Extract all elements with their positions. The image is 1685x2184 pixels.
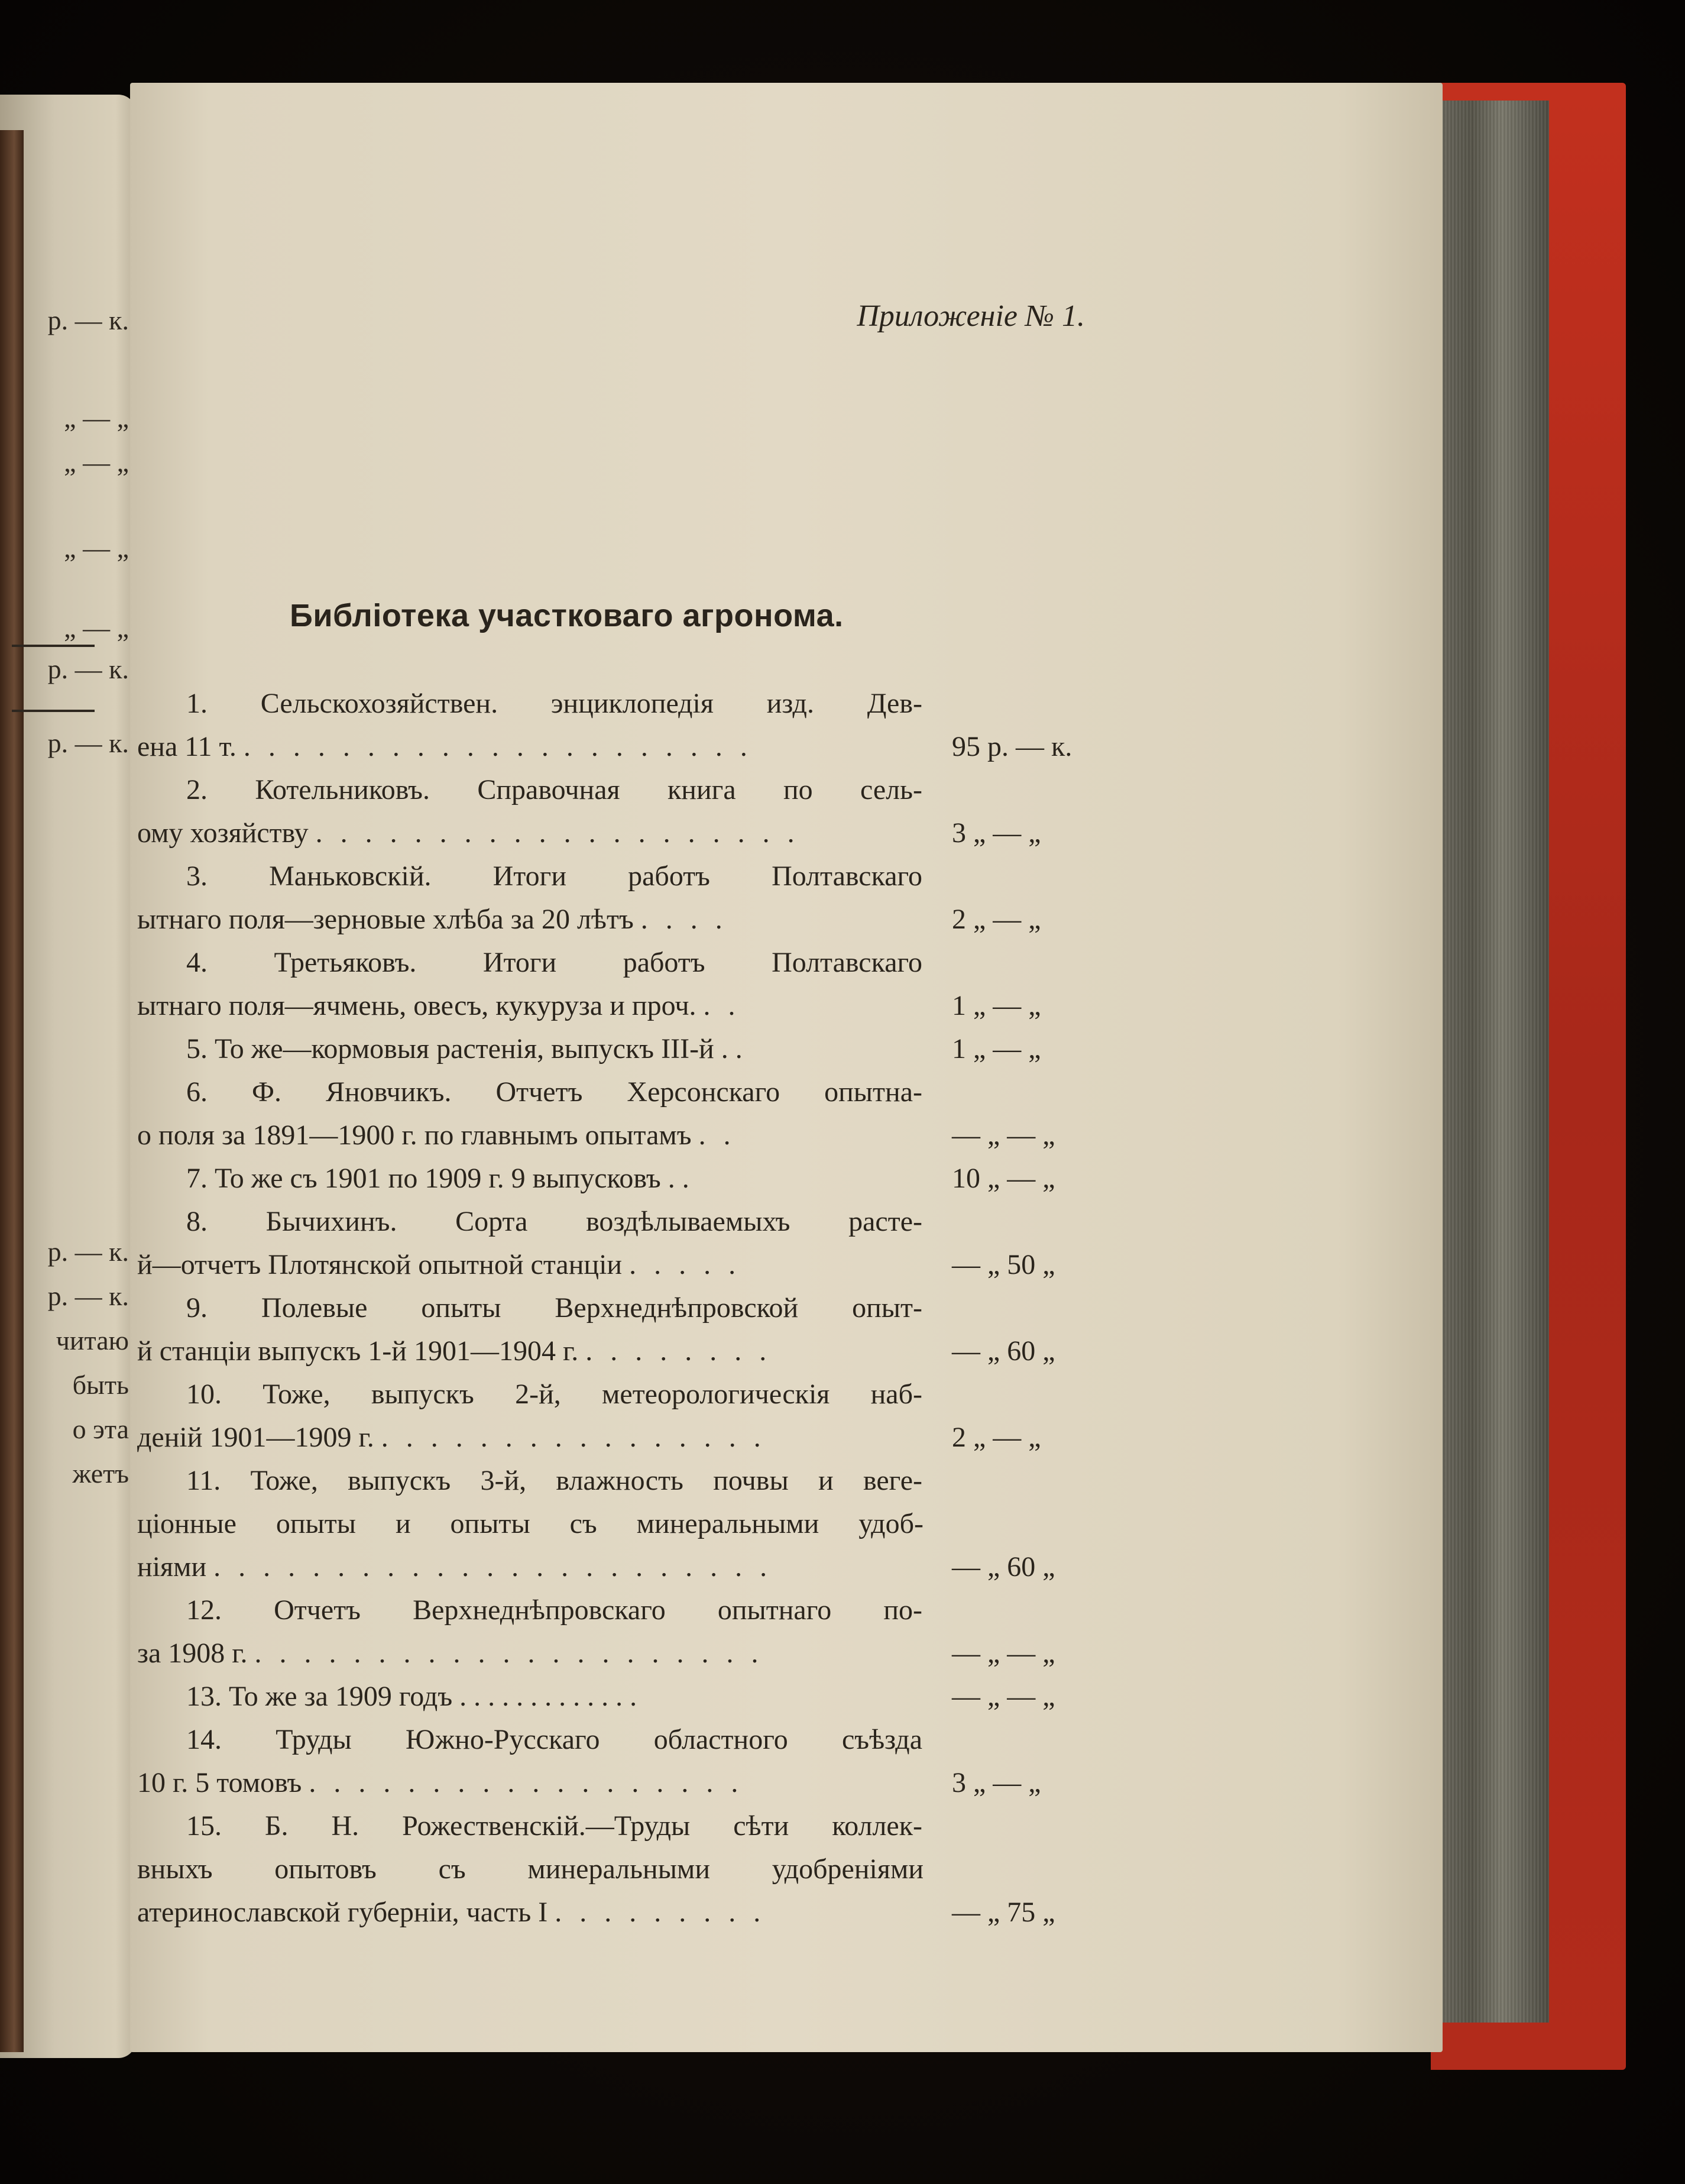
leader-dots: . . . . . . . . . . . . .: [459, 1681, 637, 1712]
leader-dots: . .: [721, 1033, 743, 1065]
leader-dots: . . . . . . . . . . . . . . . . . . . . . . .: [213, 1551, 773, 1583]
list-item-price: 2 „ — „: [952, 904, 1041, 935]
list-item-continuation: вныхъ опытовъ съ минеральными удобреніями: [137, 1853, 923, 1885]
leader-dots: . . . . . . . . . . . . . . . . . . . . .: [254, 1638, 764, 1669]
list-item-text: 5. То же—кормовыя растенія, выпускъ III-й . .: [186, 1033, 743, 1065]
left-page-line: р. — к.: [47, 305, 129, 335]
left-page-rule: [12, 710, 95, 712]
leader-dots: . . . . . . . . .: [555, 1897, 766, 1928]
list-item-text: 11. Тоже, выпускъ 3-й, влажность почвы и веге-: [186, 1465, 922, 1496]
list-item-price: — „ — „: [952, 1681, 1055, 1712]
left-page-line: читаю: [56, 1325, 129, 1355]
left-page-binding: [0, 130, 24, 2052]
left-page-line: „ — „: [64, 533, 129, 563]
list-item-price: 10 „ — „: [952, 1163, 1055, 1194]
left-page: [0, 95, 136, 2058]
left-page-line: р. — к.: [47, 654, 129, 684]
list-item-continuation: ому хозяйству . . . . . . . . . . . . . . . . . . . .: [137, 817, 800, 849]
list-item-text: 2. Котельниковъ. Справочная книга по сель-: [186, 774, 922, 805]
list-item-price: — „ 60 „: [952, 1335, 1055, 1367]
list-item-continuation: 10 г. 5 томовъ . . . . . . . . . . . . . . . . . .: [137, 1767, 744, 1798]
left-page-line: р. — к.: [47, 1237, 129, 1267]
left-page-line: „ — „: [64, 403, 129, 433]
list-item-text: 9. Полевые опыты Верхнеднѣпровской опыт-: [186, 1292, 922, 1324]
leader-dots: . . . . . . . . . . . . . . . .: [381, 1422, 766, 1453]
list-item-continuation: атеринославской губерніи, часть I . . . . . . . . .: [137, 1897, 766, 1928]
list-item-price: — „ — „: [952, 1119, 1055, 1151]
left-page-line: о эта: [72, 1414, 129, 1444]
list-item-price: — „ — „: [952, 1638, 1055, 1669]
list-item-price: — „ 60 „: [952, 1551, 1055, 1583]
list-item-text: 4. Третьяковъ. Итоги работъ Полтавскаго: [186, 947, 922, 978]
list-item-price: 2 „ — „: [952, 1422, 1041, 1453]
leader-dots: . .: [703, 990, 741, 1021]
list-item-text: 8. Бычихинъ. Сорта воздѣлываемыхъ расте-: [186, 1206, 922, 1237]
list-item-continuation: ена 11 т. . . . . . . . . . . . . . . . . . . . . .: [137, 731, 753, 762]
page-title: Библіотека участковаго агронома.: [290, 598, 844, 633]
left-page-line: быть: [72, 1370, 129, 1400]
list-item-price: 3 „ — „: [952, 1767, 1041, 1798]
list-item-continuation: деній 1901—1909 г. . . . . . . . . . . . . . . . .: [137, 1422, 766, 1453]
list-item-continuation: о поля за 1891—1900 г. по главнымъ опытамъ . .: [137, 1119, 736, 1151]
list-item-price: — „ 75 „: [952, 1897, 1055, 1928]
leader-dots: . . . .: [640, 904, 728, 935]
list-item-continuation: й—отчетъ Плотянской опытной станціи . . . . .: [137, 1249, 741, 1280]
left-page-line: р. — к.: [47, 1281, 129, 1311]
page-block-edge: [1431, 101, 1549, 2023]
list-item-price: 1 „ — „: [952, 990, 1041, 1021]
list-item-continuation: за 1908 г. . . . . . . . . . . . . . . . . . . . . .: [137, 1638, 764, 1669]
list-item-text: 12. Отчетъ Верхнеднѣпровскаго опытнаго по-: [186, 1594, 922, 1626]
appendix-label: Приложеніе № 1.: [857, 299, 1085, 333]
list-item-text: 6. Ф. Яновчикъ. Отчетъ Херсонскаго опытна-: [186, 1076, 922, 1108]
list-item-price: 1 „ — „: [952, 1033, 1041, 1065]
leader-dots: . . . . . . . . . . . . . . . . . .: [309, 1767, 744, 1798]
list-item-text: 15. Б. Н. Рожественскій.—Труды сѣти коллек-: [186, 1810, 922, 1842]
list-item-price: — „ 50 „: [952, 1249, 1055, 1280]
list-item-text: 10. Тоже, выпускъ 2-й, метеорологическія наб-: [186, 1379, 922, 1410]
list-item-text: 14. Труды Южно-Русскаго областного съѣзда: [186, 1724, 922, 1755]
left-page-rule: [12, 645, 95, 647]
list-item-price: 95 р. — к.: [952, 731, 1072, 762]
list-item-continuation: ніями . . . . . . . . . . . . . . . . . . . . . . .: [137, 1551, 773, 1583]
list-item-continuation: ытнаго поля—ячмень, овесъ, кукуруза и проч. . .: [137, 990, 741, 1021]
left-page-line: „ — „: [64, 613, 129, 643]
left-page-line: жетъ: [72, 1458, 129, 1489]
leader-dots: . . . . .: [629, 1249, 741, 1280]
list-item-continuation: ціонные опыты и опыты съ минеральными удоб-: [137, 1508, 923, 1539]
leader-dots: . .: [698, 1119, 736, 1151]
leader-dots: . . . . . . . . . . . . . . . . . . . .: [315, 817, 800, 849]
list-item-price: 3 „ — „: [952, 817, 1041, 849]
list-item-continuation: ытнаго поля—зерновые хлѣба за 20 лѣтъ . . . .: [137, 904, 728, 935]
leader-dots: . . . . . . . . . . . . . . . . . . . . .: [243, 731, 753, 762]
list-item-text: 13. То же за 1909 годъ . . . . . . . . . . . . .: [186, 1681, 637, 1712]
list-item-text: 7. То же съ 1901 по 1909 г. 9 выпусковъ . .: [186, 1163, 689, 1194]
left-page-line: р. — к.: [47, 728, 129, 758]
list-item-continuation: й станціи выпускъ 1-й 1901—1904 г. . . . . . . . .: [137, 1335, 772, 1367]
leader-dots: . .: [667, 1163, 689, 1194]
leader-dots: . . . . . . . .: [585, 1335, 772, 1367]
list-item-text: 3. Маньковскій. Итоги работъ Полтавскаго: [186, 860, 922, 892]
left-page-line: „ — „: [64, 447, 129, 477]
list-item-text: 1. Сельскохозяйствен. энциклопедія изд. Дев-: [186, 688, 922, 719]
